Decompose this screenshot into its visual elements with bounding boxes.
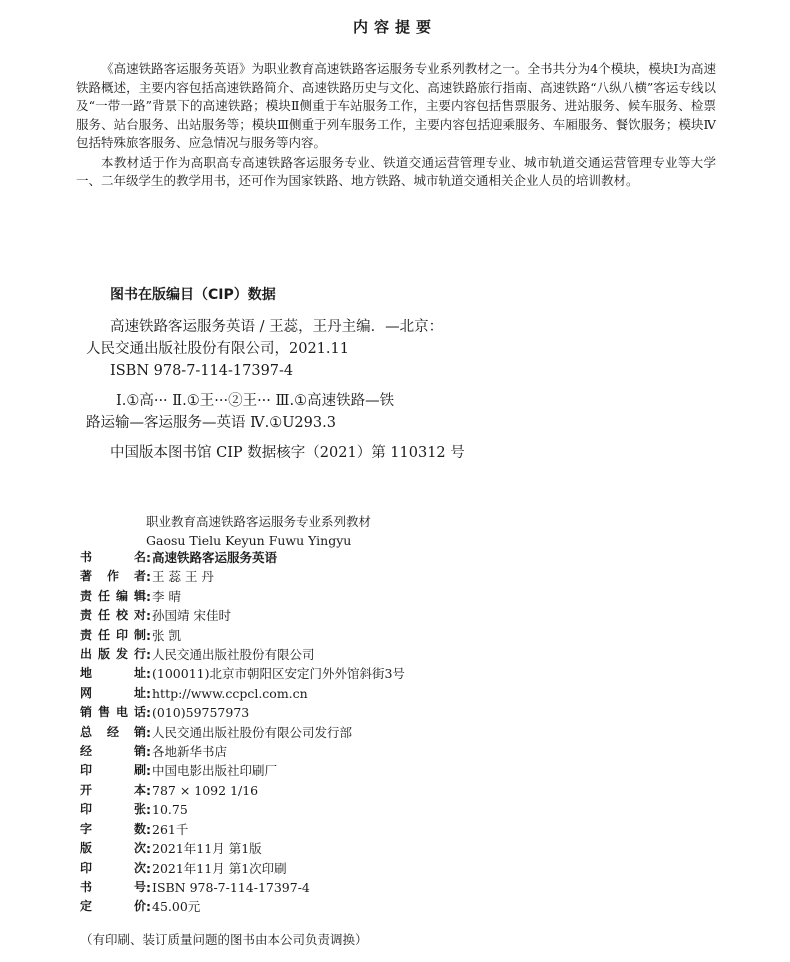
colophon-row-editor [80, 587, 580, 606]
colophon-value: 中国电影出版社印刷厂 [152, 763, 278, 779]
colophon-value: 张 凯 [152, 627, 181, 643]
colophon-label: 开本 [80, 782, 146, 797]
series-block [146, 512, 371, 550]
colophon-row-authors [80, 567, 580, 586]
colophon-row-distributor [80, 742, 580, 761]
colon: : [146, 608, 151, 624]
colophon-row-sheets [80, 800, 580, 819]
colophon-row-format [80, 781, 580, 800]
colon: : [146, 569, 151, 585]
colophon-label: 印刷 [80, 763, 146, 778]
colophon-row-phone [80, 703, 580, 722]
colophon-row-price [80, 897, 580, 916]
cip-line-index-2: 路运输—客运服务—英语 Ⅳ.①U293.3 [86, 415, 336, 431]
colophon-label: 经销 [80, 744, 146, 759]
colophon-label: 书名 [80, 550, 146, 564]
colophon [80, 548, 580, 917]
colophon-label: 总经销 [80, 724, 146, 739]
colon: : [146, 666, 151, 682]
colophon-label: 书号 [80, 879, 146, 894]
colophon-value: 王 蕊 王 丹 [152, 569, 214, 585]
colon: : [146, 879, 151, 895]
colophon-label: 定价 [80, 899, 146, 914]
colophon-value: 孙国靖 宋佳时 [152, 608, 231, 624]
cip-line-number: 中国版本图书馆 CIP 数据核字（2021）第 110312 号 [110, 445, 465, 461]
colon: : [146, 744, 151, 760]
colophon-row-title [80, 548, 580, 567]
cip-record [86, 316, 506, 464]
colon: : [146, 705, 151, 721]
colophon-value: 2021年11月 第1版 [152, 841, 262, 857]
colon: : [146, 724, 151, 740]
colophon-row-proofreader [80, 606, 580, 625]
colophon-value: 李 晴 [152, 588, 181, 604]
colophon-row-word-count [80, 820, 580, 839]
cip-line-title: 高速铁路客运服务英语 / 王蕊，王丹主编．—北京： [110, 319, 444, 335]
colophon-value: 10.75 [152, 802, 188, 818]
colon: : [146, 588, 151, 604]
colophon-value: 人民交通出版社股份有限公司 [152, 647, 315, 663]
colophon-label: 著作者 [80, 569, 146, 584]
colophon-label: 版次 [80, 841, 146, 856]
cip-line-publisher: 人民交通出版社股份有限公司，2021.11 [86, 341, 349, 357]
colon: : [146, 782, 151, 798]
colophon-row-general-distributor [80, 723, 580, 742]
colophon-value: 261千 [152, 821, 189, 837]
colophon-value: 2021年11月 第1次印刷 [152, 860, 287, 876]
colophon-value: (010)59757973 [152, 705, 250, 721]
cip-line-isbn: ISBN 978-7-114-17397-4 [110, 363, 294, 379]
colophon-row-edition [80, 839, 580, 858]
colophon-label: 销售电话 [80, 705, 146, 720]
quality-notice: （有印刷、装订质量问题的图书由本公司负责调换） [80, 932, 368, 947]
colon: : [146, 841, 151, 857]
cip-heading: 图书在版编目（CIP）数据 [110, 287, 276, 303]
colon: : [146, 821, 151, 837]
series-pinyin: Gaosu Tielu Keyun Fuwu Yingyu [146, 533, 352, 548]
colophon-value: 高速铁路客运服务英语 [152, 550, 278, 565]
colon: : [146, 627, 151, 643]
colophon-value: 45.00元 [152, 899, 201, 915]
colophon-label: 责任编辑 [80, 588, 146, 603]
colophon-label: 网址 [80, 685, 146, 700]
colophon-value: 787 × 1092 1/16 [152, 782, 259, 798]
summary-title: 内容提要 [352, 18, 437, 36]
colon: : [146, 763, 151, 779]
series-name: 职业教育高速铁路客运服务专业系列教材 [146, 514, 372, 529]
colophon-row-website [80, 684, 580, 703]
colophon-label: 出版发行 [80, 647, 146, 662]
cip-line-index-1: Ⅰ.①高··· Ⅱ.①王···②王··· Ⅲ.①高速铁路—铁 [116, 393, 395, 409]
colophon-value: http://www.ccpcl.com.cn [152, 685, 308, 701]
colophon-label: 印张 [80, 802, 146, 817]
colophon-row-address [80, 664, 580, 683]
colon: : [146, 685, 151, 701]
colophon-label: 地址 [80, 666, 146, 681]
colophon-value: 人民交通出版社股份有限公司发行部 [152, 724, 353, 740]
colon: : [146, 802, 151, 818]
colophon-row-impression [80, 859, 580, 878]
colon: : [146, 899, 151, 915]
colophon-label: 印次 [80, 860, 146, 875]
colon: : [146, 550, 151, 565]
colophon-value: ISBN 978-7-114-17397-4 [152, 879, 310, 895]
colophon-row-printer [80, 761, 580, 780]
summary-paragraph-1: 《高速铁路客运服务英语》为职业教育高速铁路客运服务专业系列教材之一。全书共分为4个模块，模块Ⅰ为高速铁路概述，主要内容包括高速铁路简介、高速铁路历史与文化、高速铁路旅行指南、高速铁路“八纵八横”客运专线以及“一带一路”背景下的高速铁路；模块Ⅱ侧重于车站服务工作，主要内容包括售票服务、进站服务、候车服务、检票服务、站台服务、出站服务等；模块Ⅲ侧重于列车服务工作，主要内容包括迎乘服务、车厢服务、餐饮服务；模块Ⅳ包括特殊旅客服务、应急情况与服务等内容。 [76, 61, 716, 150]
summary-body [76, 60, 716, 192]
colophon-row-publisher [80, 645, 580, 664]
colophon-label: 责任印制 [80, 627, 146, 642]
colophon-value: (100011)北京市朝阳区安定门外外馆斜街3号 [152, 666, 405, 682]
summary-paragraph-2: 本教材适于作为高职高专高速铁路客运服务专业、铁道交通运营管理专业、城市轨道交通运营管理专业等大学一、二年级学生的教学用书，还可作为国家铁路、地方铁路、城市轨道交通相关企业人员的培训教材。 [76, 154, 716, 188]
colon: : [146, 647, 151, 663]
colophon-row-printing-manager [80, 626, 580, 645]
colon: : [146, 860, 151, 876]
colophon-row-isbn [80, 878, 580, 897]
colophon-label: 责任校对 [80, 608, 146, 623]
colophon-label: 字数 [80, 821, 146, 836]
colophon-value: 各地新华书店 [152, 744, 228, 760]
